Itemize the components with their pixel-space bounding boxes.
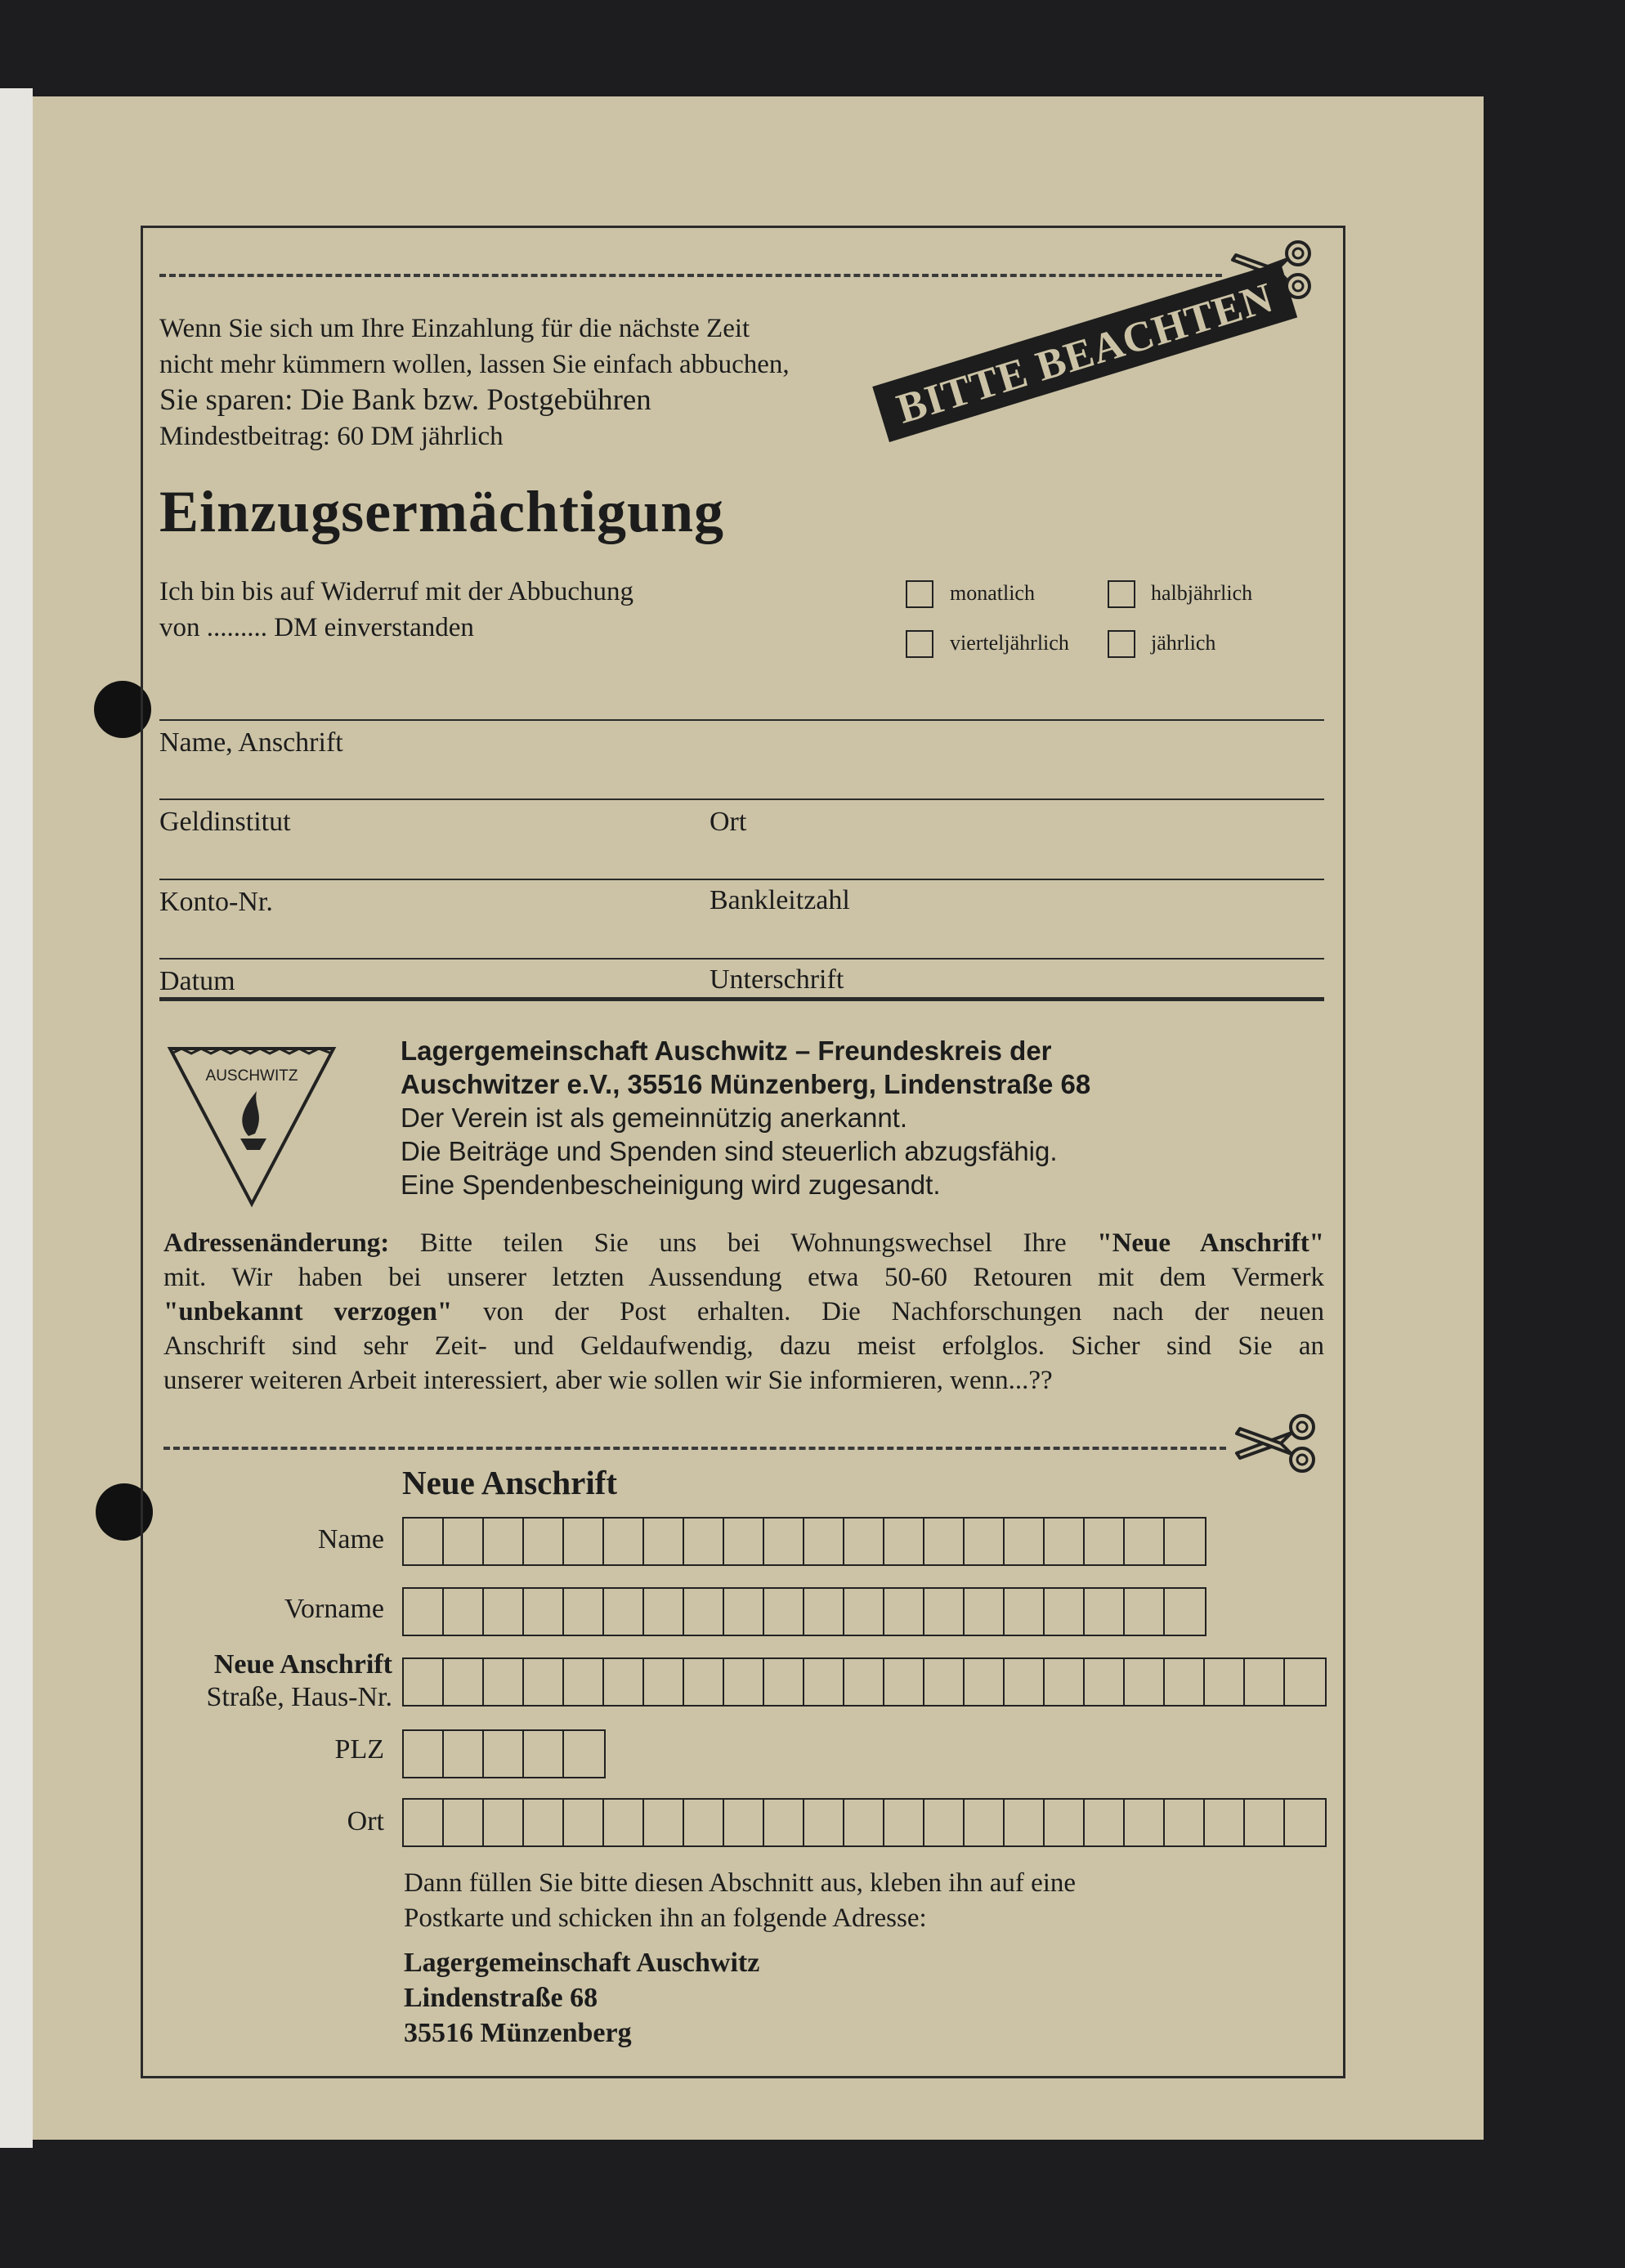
letter-box[interactable] [484,1519,524,1564]
letter-box[interactable] [1125,1519,1165,1564]
address-line: Lindenstraße 68 [404,1983,598,2013]
consent-text [159,574,633,646]
intro-line: nicht mehr kümmern wollen, lassen Sie einfach abbuchen, [159,350,790,379]
letter-box[interactable] [444,1519,484,1564]
checkbox-label: vierteljährlich [950,631,1069,655]
zip-input-grid[interactable] [402,1729,606,1778]
letter-box[interactable] [884,1589,924,1635]
letter-box[interactable] [644,1659,684,1705]
letter-box[interactable] [924,1800,965,1845]
letter-box[interactable] [1045,1589,1085,1635]
letter-box[interactable] [1285,1800,1325,1845]
letter-box[interactable] [444,1659,484,1705]
address-line: Lagergemeinschaft Auschwitz [404,1948,760,1978]
field-label-name-address: Name, Anschrift [159,727,343,758]
org-line: Die Beiträge und Spenden sind steuerlich abzugsfähig. [401,1136,1058,1166]
letter-box[interactable] [724,1519,764,1564]
letter-box[interactable] [844,1800,884,1845]
letter-box[interactable] [444,1800,484,1845]
letter-box[interactable] [965,1800,1005,1845]
notice-bold: "Neue Anschrift" [1097,1228,1324,1258]
letter-box[interactable] [684,1659,724,1705]
field-label-date: Datum [159,966,235,996]
letter-box[interactable] [564,1731,604,1777]
field-label-account: Konto-Nr. [159,887,273,917]
letter-box[interactable] [524,1659,564,1705]
letter-box[interactable] [724,1800,764,1845]
address-change-notice [163,1226,1324,1398]
street-input-grid[interactable] [402,1657,1327,1707]
notice-line: Anschrift sind sehr Zeit- und Geldaufwendig, dazu meist erfolglos. Sicher sind Sie an [163,1331,1324,1361]
name-input-grid[interactable] [402,1517,1206,1566]
letter-box[interactable] [884,1519,924,1564]
letter-box[interactable] [1205,1800,1245,1845]
letter-box[interactable] [1125,1800,1165,1845]
letter-box[interactable] [924,1519,965,1564]
letter-box[interactable] [1165,1800,1205,1845]
field-line [159,719,1324,721]
consent-line: von ......... DM einverstanden [159,613,474,642]
org-line: Lagergemeinschaft Auschwitz – Freundeskreis der [401,1036,1052,1066]
letter-box[interactable] [724,1589,764,1635]
form-label-street-a: Neue Anschrift [213,1649,392,1680]
checkbox-monthly[interactable] [906,580,933,608]
scissors-icon [1230,1412,1320,1478]
organisation-info [401,1034,1300,1201]
logo-label: AUSCHWITZ [205,1067,298,1085]
letter-box[interactable] [1165,1519,1205,1564]
letter-box[interactable] [1045,1519,1085,1564]
letter-box[interactable] [1005,1519,1045,1564]
letter-box[interactable] [604,1519,644,1564]
letter-box[interactable] [844,1589,884,1635]
letter-box[interactable] [884,1659,924,1705]
letter-box[interactable] [484,1800,524,1845]
field-label-place: Ort [710,807,747,837]
field-label-signature: Unterschrift [710,964,844,995]
field-label-bank: Geldinstitut [159,807,291,837]
cut-line-middle [163,1447,1226,1450]
letter-box[interactable] [1085,1519,1125,1564]
letter-box[interactable] [564,1519,604,1564]
letter-box[interactable] [1085,1659,1125,1705]
letter-box[interactable] [564,1589,604,1635]
letter-box[interactable] [764,1800,804,1845]
notice-text: von der Post erhalten. Die Nachforschungen nach der neuen [452,1297,1324,1326]
bitte-beachten-stamp: BITTE BEACHTEN [872,262,1297,442]
field-line [159,958,1324,960]
notice-text: Bitte teilen Sie uns bei Wohnungswechsel Ihre [389,1228,1098,1258]
checkbox-yearly[interactable] [1108,630,1135,658]
letter-box[interactable] [1005,1800,1045,1845]
letter-box[interactable] [484,1589,524,1635]
letter-box[interactable] [1005,1659,1045,1705]
letter-box[interactable] [1165,1659,1205,1705]
letter-box[interactable] [965,1659,1005,1705]
letter-box[interactable] [1085,1800,1125,1845]
letter-box[interactable] [404,1800,444,1845]
letter-box[interactable] [1085,1589,1125,1635]
letter-box[interactable] [1125,1659,1165,1705]
letter-box[interactable] [1045,1659,1085,1705]
checkbox-label: halbjährlich [1151,581,1253,605]
form-label-street-b: Straße, Haus-Nr. [206,1682,392,1712]
letter-box[interactable] [564,1659,604,1705]
checkbox-label: monatlich [950,581,1035,605]
letter-box[interactable] [644,1519,684,1564]
letter-box[interactable] [524,1731,564,1777]
city-input-grid[interactable] [402,1798,1327,1847]
mailing-address [404,1945,759,2051]
letter-box[interactable] [644,1589,684,1635]
notice-line: mit. Wir haben bei unserer letzten Aussendung etwa 50-60 Retouren mit dem Vermerk [163,1263,1324,1292]
page-title: Einzugsermächtigung [159,479,725,544]
letter-box[interactable] [965,1589,1005,1635]
address-line: 35516 Münzenberg [404,2018,632,2048]
binder-spine [0,88,33,2148]
letter-box[interactable] [764,1519,804,1564]
checkbox-halfyearly[interactable] [1108,580,1135,608]
letter-box[interactable] [1005,1589,1045,1635]
checkbox-label: jährlich [1151,631,1216,655]
letter-box[interactable] [724,1659,764,1705]
notice-line [163,1295,1324,1329]
letter-box[interactable] [965,1519,1005,1564]
letter-box[interactable] [404,1731,444,1777]
letter-box[interactable] [924,1589,965,1635]
letter-box[interactable] [564,1800,604,1845]
form-label-zip: PLZ [334,1734,384,1765]
letter-box[interactable] [924,1659,965,1705]
intro-line: Mindestbeitrag: 60 DM jährlich [159,422,504,451]
letter-box[interactable] [404,1519,444,1564]
letter-box[interactable] [844,1519,884,1564]
notice-bold: "unbekannt verzogen" [163,1297,453,1326]
letter-box[interactable] [604,1659,644,1705]
form-label-city: Ort [347,1806,384,1836]
letter-box[interactable] [604,1800,644,1845]
letter-box[interactable] [684,1589,724,1635]
letter-box[interactable] [604,1589,644,1635]
field-line [159,879,1324,880]
letter-box[interactable] [524,1800,564,1845]
form-label-name: Name [317,1524,384,1554]
notice-bold: Adressenänderung: [163,1228,390,1258]
letter-box[interactable] [444,1589,484,1635]
cut-line-top [159,274,1222,277]
section-divider [159,997,1324,1001]
letter-box[interactable] [1245,1659,1285,1705]
letter-box[interactable] [404,1589,444,1635]
letter-box[interactable] [1285,1659,1325,1705]
letter-box[interactable] [764,1659,804,1705]
letter-box[interactable] [844,1659,884,1705]
field-line [159,798,1324,800]
new-address-title: Neue Anschrift [402,1464,618,1501]
letter-box[interactable] [444,1731,484,1777]
letter-box[interactable] [524,1589,564,1635]
letter-box[interactable] [804,1519,844,1564]
org-line: Der Verein ist als gemeinnützig anerkannt. [401,1103,908,1133]
letter-box[interactable] [524,1519,564,1564]
letter-box[interactable] [1165,1589,1205,1635]
notice-line [163,1226,1324,1260]
intro-line: Wenn Sie sich um Ihre Einzahlung für die nächste Zeit [159,314,750,343]
org-line: Auschwitzer e.V., 35516 Münzenberg, Lindenstraße 68 [401,1069,1091,1099]
instructions [404,1866,1076,1936]
letter-box[interactable] [1045,1800,1085,1845]
letter-box[interactable] [804,1659,844,1705]
letter-box[interactable] [484,1731,524,1777]
letter-box[interactable] [684,1519,724,1564]
form-label-firstname: Vorname [284,1594,384,1624]
intro-text [159,311,977,454]
notice-line: unserer weiteren Arbeit interessiert, aber wie sollen wir Sie informieren, wenn...?? [163,1366,1053,1395]
letter-box[interactable] [804,1800,844,1845]
letter-box[interactable] [644,1800,684,1845]
instruction-line: Dann füllen Sie bitte diesen Abschnitt aus, kleben ihn auf eine [404,1868,1077,1898]
letter-box[interactable] [884,1800,924,1845]
checkbox-quarterly[interactable] [906,630,933,658]
consent-line: Ich bin bis auf Widerruf mit der Abbuchung [159,577,634,606]
letter-box[interactable] [1125,1589,1165,1635]
firstname-input-grid[interactable] [402,1587,1206,1636]
letter-box[interactable] [684,1800,724,1845]
instruction-line: Postkarte und schicken ihn an folgende Adresse: [404,1903,927,1933]
letter-box[interactable] [404,1659,444,1705]
letter-box[interactable] [764,1589,804,1635]
letter-box[interactable] [484,1659,524,1705]
letter-box[interactable] [804,1589,844,1635]
intro-line: Sie sparen: Die Bank bzw. Postgebühren [159,383,651,417]
letter-box[interactable] [1245,1800,1285,1845]
letter-box[interactable] [1205,1659,1245,1705]
org-line: Eine Spendenbescheinigung wird zugesandt. [401,1170,941,1200]
field-label-bank-code: Bankleitzahl [710,885,850,915]
